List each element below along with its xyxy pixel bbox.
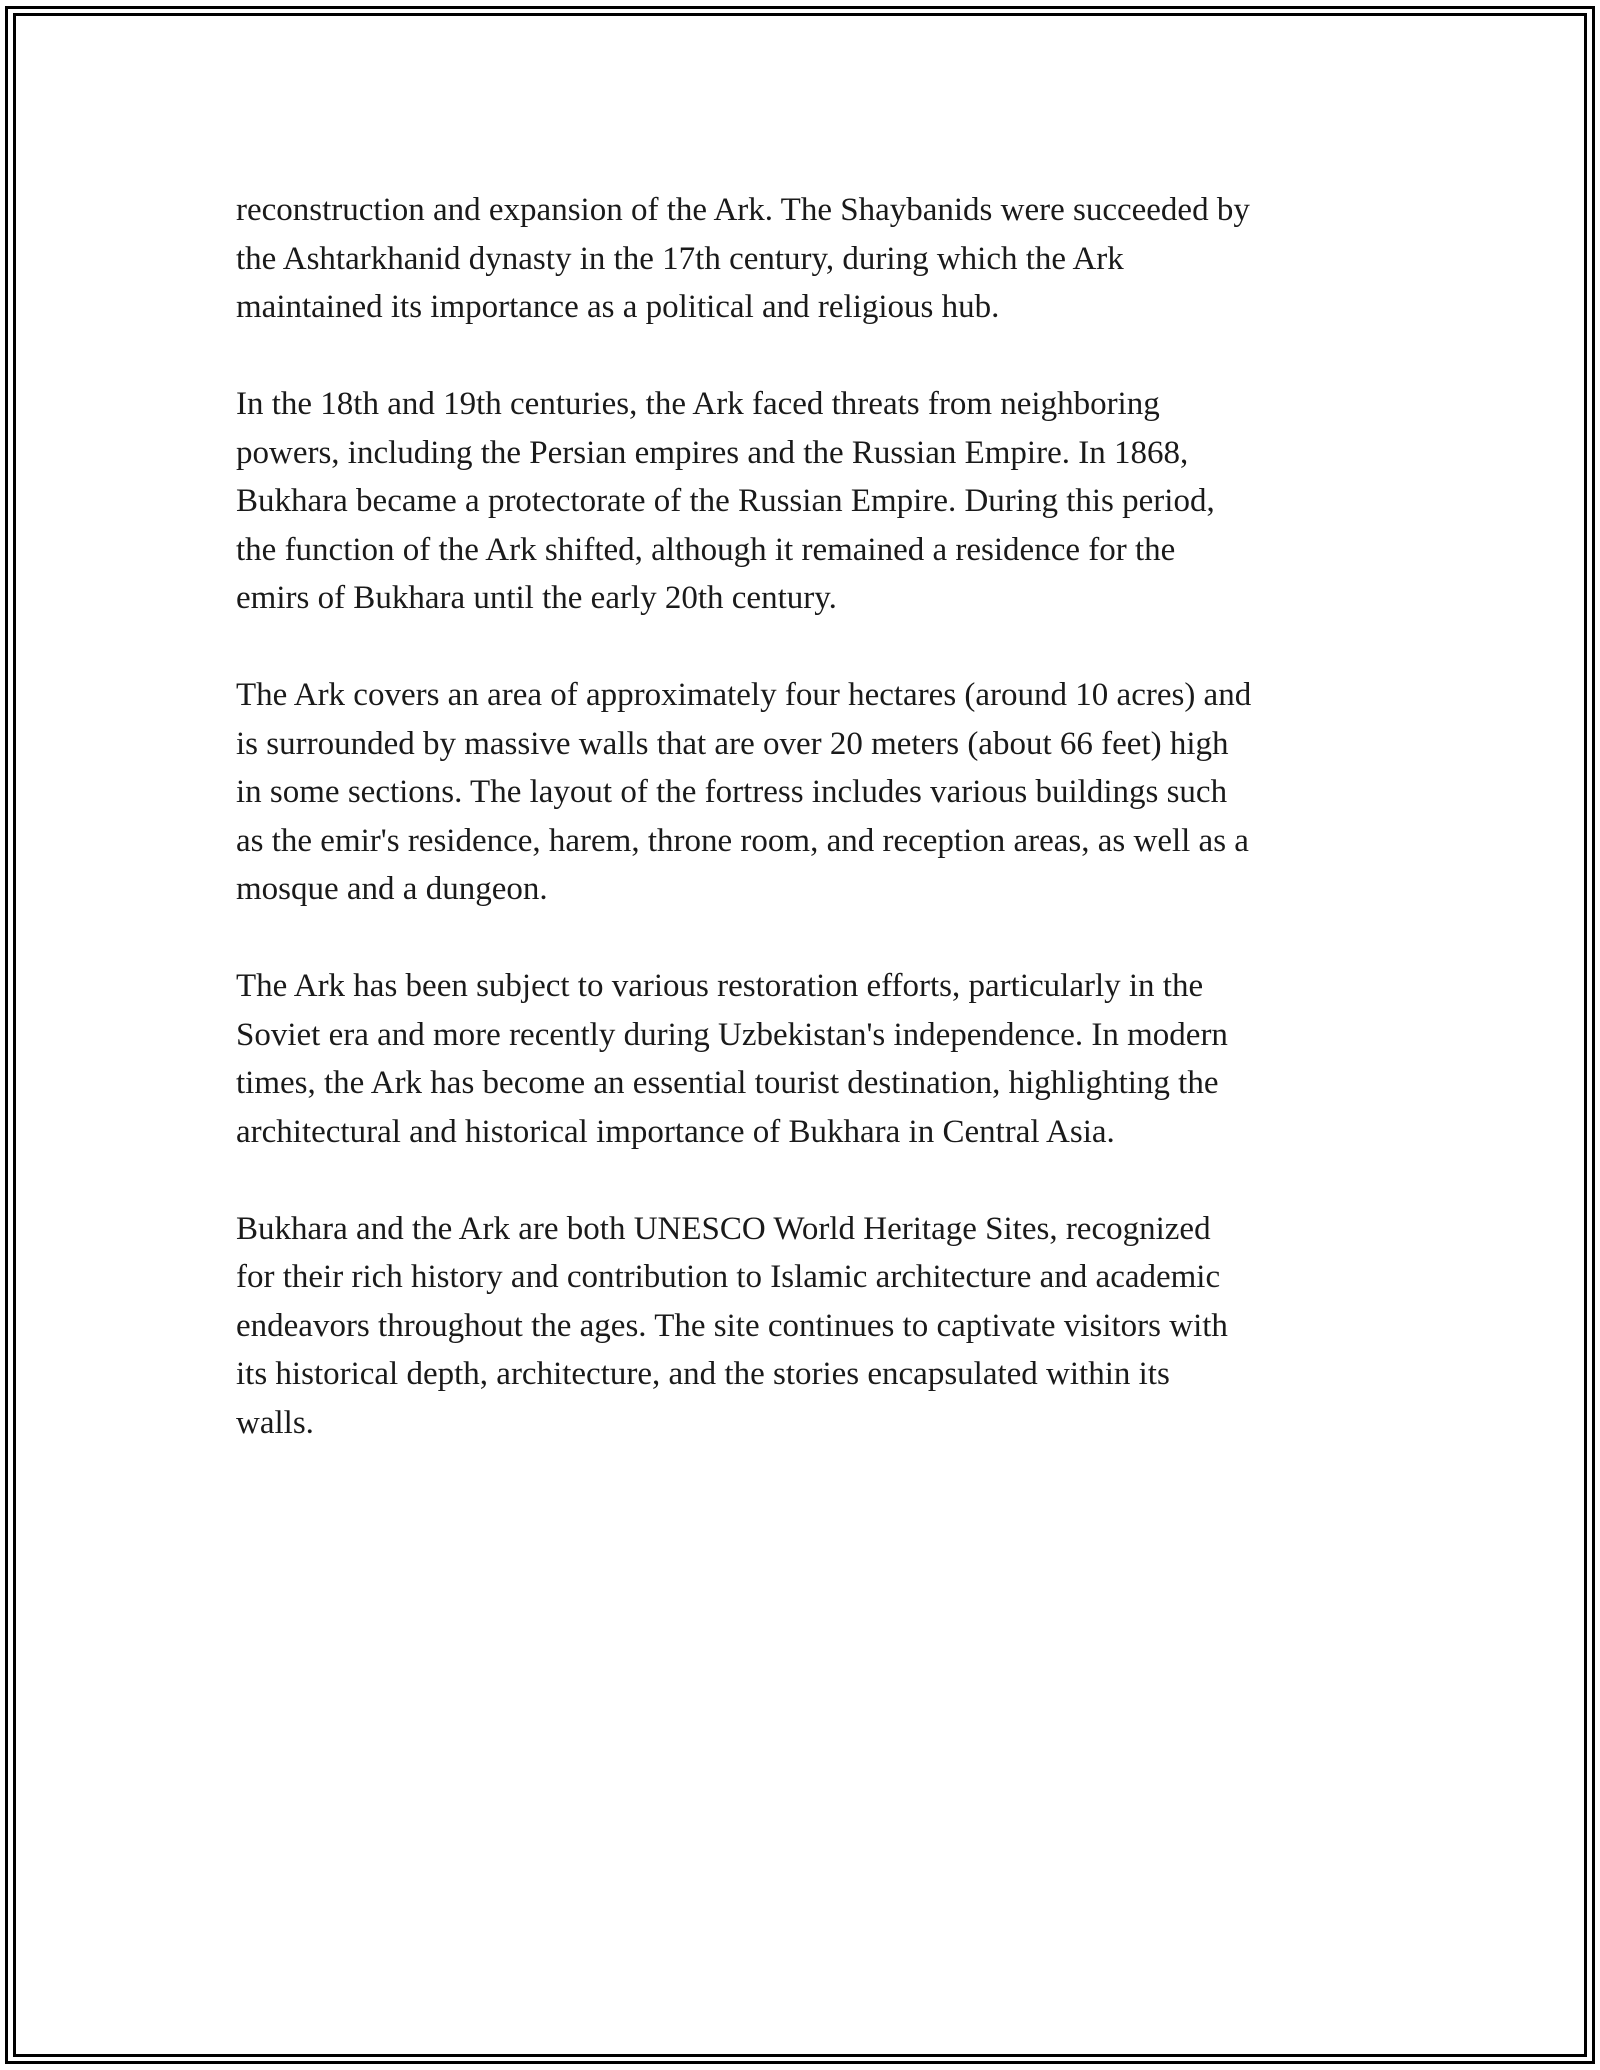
text-line: Bukhara and the Ark are both UNESCO World Heritage Sites, recognized xyxy=(236,1210,1211,1247)
paragraph-4 xyxy=(236,962,1386,1156)
text-line: architectural and historical importance of Bukhara in Central Asia. xyxy=(236,1113,1115,1150)
document-body xyxy=(236,186,1386,1496)
paragraph-3 xyxy=(236,671,1386,914)
paragraph-2 xyxy=(236,380,1386,623)
paragraph-1 xyxy=(236,186,1386,332)
text-line: powers, including the Persian empires and the Russian Empire. In 1868, xyxy=(236,434,1189,471)
text-line: reconstruction and expansion of the Ark. The Shaybanids were succeeded by xyxy=(236,192,1250,228)
text-line: times, the Ark has become an essential tourist destination, highlighting the xyxy=(236,1065,1219,1101)
text-line: The Ark has been subject to various restoration efforts, particularly in the xyxy=(236,968,1204,1004)
text-line: the function of the Ark shifted, although it remained a residence for the xyxy=(236,531,1176,568)
text-line: is surrounded by massive walls that are over 20 meters (about 66 feet) high xyxy=(236,725,1229,762)
text-line: mosque and a dungeon. xyxy=(236,871,548,907)
text-line: Soviet era and more recently during Uzbekistan's independence. In modern xyxy=(236,1016,1228,1053)
text-line: endeavors throughout the ages. The site continues to captivate visitors with xyxy=(236,1307,1228,1344)
text-line: as the emir's residence, harem, throne room, and reception areas, as well as a xyxy=(236,822,1249,859)
paragraph-5 xyxy=(236,1205,1386,1448)
text-line: Bukhara became a protectorate of the Russian Empire. During this period, xyxy=(236,483,1215,519)
text-line: its historical depth, architecture, and the stories encapsulated within its xyxy=(236,1356,1170,1392)
text-line: maintained its importance as a political and religious hub. xyxy=(236,289,1000,325)
text-line: In the 18th and 19th centuries, the Ark faced threats from neighboring xyxy=(236,386,1160,422)
text-line: the Ashtarkhanid dynasty in the 17th century, during which the Ark xyxy=(236,240,1124,277)
text-line: walls. xyxy=(236,1404,314,1441)
text-line: The Ark covers an area of approximately four hectares (around 10 acres) and xyxy=(236,677,1252,713)
text-line: in some sections. The layout of the fortress includes various buildings such xyxy=(236,774,1228,810)
text-line: for their rich history and contribution to Islamic architecture and academic xyxy=(236,1259,1221,1295)
text-line: emirs of Bukhara until the early 20th century. xyxy=(236,580,837,616)
